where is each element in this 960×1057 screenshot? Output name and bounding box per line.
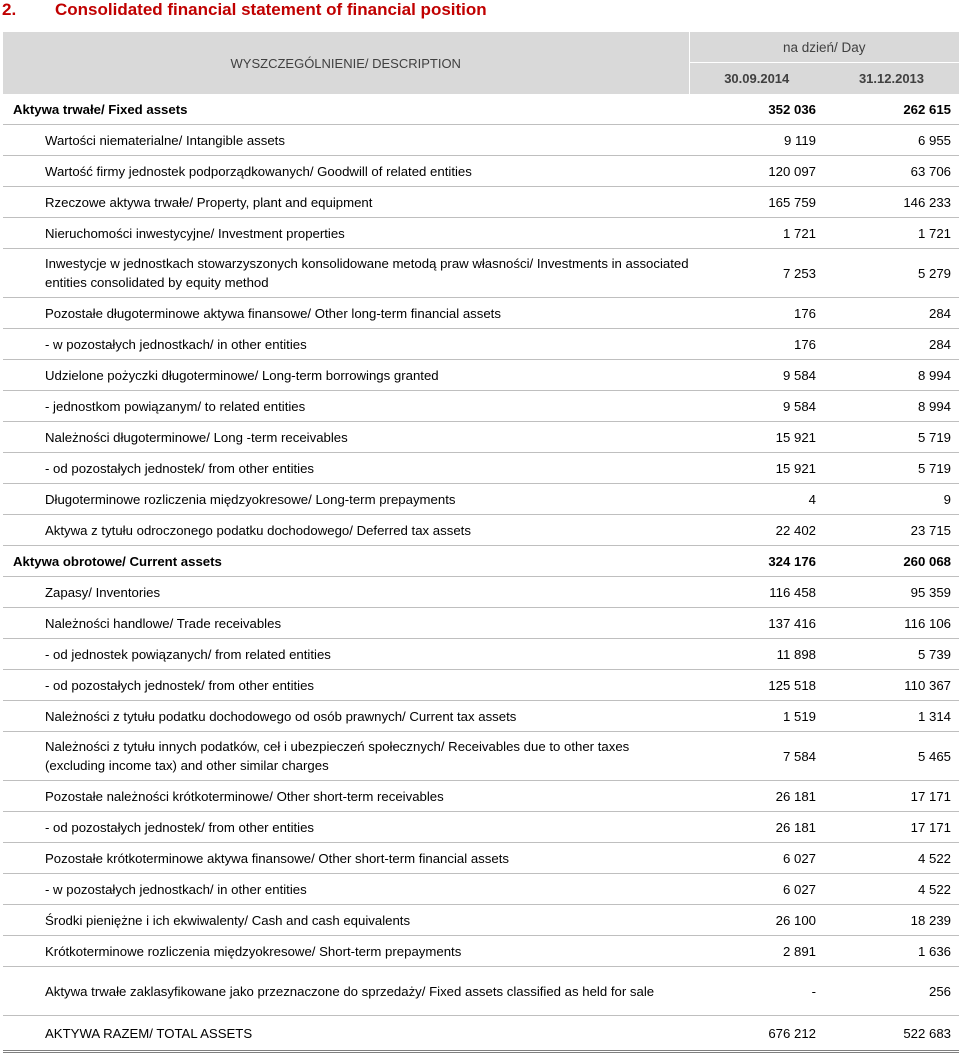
section-row [3, 94, 959, 125]
table-header [3, 32, 959, 94]
table-row [3, 967, 959, 1016]
value-31-12-2013: 522 683 [824, 1016, 959, 1052]
value-31-12-2013: 23 715 [824, 515, 959, 546]
value-31-12-2013: 5 465 [824, 732, 959, 781]
value-30-09-2014: 26 181 [689, 812, 824, 843]
table-row [3, 843, 959, 874]
section-row [3, 546, 959, 577]
value-30-09-2014: 15 921 [689, 453, 824, 484]
value-31-12-2013: 1 721 [824, 218, 959, 249]
row-label: Pozostałe należności krótkoterminowe/ Other short-term receivables [3, 781, 689, 812]
table-row [3, 670, 959, 701]
date-column-header: 30.09.2014 [689, 63, 824, 95]
value-31-12-2013: 18 239 [824, 905, 959, 936]
row-label: Nieruchomości inwestycyjne/ Investment properties [3, 218, 689, 249]
value-30-09-2014: - [689, 967, 824, 1016]
row-label: Środki pieniężne i ich ekwiwalenty/ Cash and cash equivalents [3, 905, 689, 936]
section-title: Consolidated financial statement of financial position [55, 0, 487, 19]
table-row [3, 639, 959, 670]
value-30-09-2014: 137 416 [689, 608, 824, 639]
row-label: Należności handlowe/ Trade receivables [3, 608, 689, 639]
table-row [3, 391, 959, 422]
value-31-12-2013: 17 171 [824, 812, 959, 843]
table-row [3, 781, 959, 812]
table-row [3, 577, 959, 608]
value-30-09-2014: 2 891 [689, 936, 824, 967]
value-31-12-2013: 116 106 [824, 608, 959, 639]
value-31-12-2013: 5 719 [824, 453, 959, 484]
table-row [3, 453, 959, 484]
table-row [3, 732, 959, 781]
value-30-09-2014: 7 253 [689, 249, 824, 298]
financial-position-table [3, 32, 959, 1053]
row-label: Inwestycje w jednostkach stowarzyszonych konsolidowane metodą praw własności/ Investments in associated entities consolidated by equity method [3, 249, 689, 298]
value-30-09-2014: 176 [689, 298, 824, 329]
value-31-12-2013: 6 955 [824, 125, 959, 156]
table-row [3, 360, 959, 391]
value-31-12-2013: 284 [824, 298, 959, 329]
value-31-12-2013: 63 706 [824, 156, 959, 187]
value-31-12-2013: 5 279 [824, 249, 959, 298]
table-row [3, 608, 959, 639]
description-column-header: WYSZCZEGÓLNIENIE/ DESCRIPTION [3, 32, 689, 94]
row-label: Wartość firmy jednostek podporządkowanych/ Goodwill of related entities [3, 156, 689, 187]
table-row [3, 905, 959, 936]
value-31-12-2013: 110 367 [824, 670, 959, 701]
value-31-12-2013: 95 359 [824, 577, 959, 608]
table-row [3, 187, 959, 218]
value-30-09-2014: 6 027 [689, 874, 824, 905]
row-label: Należności długoterminowe/ Long -term receivables [3, 422, 689, 453]
row-label: Aktywa z tytułu odroczonego podatku dochodowego/ Deferred tax assets [3, 515, 689, 546]
row-label: Pozostałe krótkoterminowe aktywa finansowe/ Other short-term financial assets [3, 843, 689, 874]
row-label: AKTYWA RAZEM/ TOTAL ASSETS [3, 1016, 689, 1052]
value-30-09-2014: 22 402 [689, 515, 824, 546]
value-30-09-2014: 676 212 [689, 1016, 824, 1052]
row-label: Krótkoterminowe rozliczenia międzyokresowe/ Short-term prepayments [3, 936, 689, 967]
table-row [3, 701, 959, 732]
row-label: Aktywa obrotowe/ Current assets [3, 546, 689, 577]
as-of-header: na dzień/ Day [689, 32, 959, 63]
value-31-12-2013: 17 171 [824, 781, 959, 812]
value-31-12-2013: 8 994 [824, 391, 959, 422]
value-31-12-2013: 260 068 [824, 546, 959, 577]
row-label: - od pozostałych jednostek/ from other entities [3, 453, 689, 484]
row-label: - w pozostałych jednostkach/ in other entities [3, 329, 689, 360]
table-row [3, 125, 959, 156]
value-30-09-2014: 7 584 [689, 732, 824, 781]
table-row [3, 422, 959, 453]
row-label: Aktywa trwałe zaklasyfikowane jako przeznaczone do sprzedaży/ Fixed assets classified as held for sale [3, 967, 689, 1016]
table-row [3, 484, 959, 515]
value-31-12-2013: 4 522 [824, 874, 959, 905]
value-30-09-2014: 26 100 [689, 905, 824, 936]
value-30-09-2014: 11 898 [689, 639, 824, 670]
row-label: Pozostałe długoterminowe aktywa finansowe/ Other long-term financial assets [3, 298, 689, 329]
value-30-09-2014: 165 759 [689, 187, 824, 218]
date-column-header: 31.12.2013 [824, 63, 959, 95]
row-label: - od pozostałych jednostek/ from other entities [3, 812, 689, 843]
value-30-09-2014: 15 921 [689, 422, 824, 453]
row-label: - w pozostałych jednostkach/ in other entities [3, 874, 689, 905]
row-label: Aktywa trwałe/ Fixed assets [3, 94, 689, 125]
table-row [3, 298, 959, 329]
table-row [3, 874, 959, 905]
row-label: Należności z tytułu podatku dochodowego od osób prawnych/ Current tax assets [3, 701, 689, 732]
row-label: Długoterminowe rozliczenia międzyokresowe/ Long-term prepayments [3, 484, 689, 515]
value-30-09-2014: 352 036 [689, 94, 824, 125]
row-label: Wartości niematerialne/ Intangible assets [3, 125, 689, 156]
value-31-12-2013: 284 [824, 329, 959, 360]
section-number: 2. [2, 0, 17, 19]
value-31-12-2013: 1 314 [824, 701, 959, 732]
table-row [3, 812, 959, 843]
table-row [3, 249, 959, 298]
table-row [3, 515, 959, 546]
value-31-12-2013: 4 522 [824, 843, 959, 874]
value-30-09-2014: 26 181 [689, 781, 824, 812]
value-31-12-2013: 5 739 [824, 639, 959, 670]
section-heading [0, 0, 960, 32]
value-30-09-2014: 125 518 [689, 670, 824, 701]
value-31-12-2013: 262 615 [824, 94, 959, 125]
table-row [3, 329, 959, 360]
row-label: Należności z tytułu innych podatków, ceł i ubezpieczeń społecznych/ Receivables due to other taxes (excluding income tax) and other similar charges [3, 732, 689, 781]
row-label: - od pozostałych jednostek/ from other entities [3, 670, 689, 701]
value-31-12-2013: 146 233 [824, 187, 959, 218]
value-30-09-2014: 4 [689, 484, 824, 515]
row-label: - jednostkom powiązanym/ to related entities [3, 391, 689, 422]
value-31-12-2013: 5 719 [824, 422, 959, 453]
table-row [3, 156, 959, 187]
table-row [3, 936, 959, 967]
table-row [3, 218, 959, 249]
value-30-09-2014: 9 584 [689, 391, 824, 422]
value-30-09-2014: 1 721 [689, 218, 824, 249]
row-label: Udzielone pożyczki długoterminowe/ Long-term borrowings granted [3, 360, 689, 391]
row-label: Rzeczowe aktywa trwałe/ Property, plant and equipment [3, 187, 689, 218]
value-30-09-2014: 116 458 [689, 577, 824, 608]
value-31-12-2013: 8 994 [824, 360, 959, 391]
value-30-09-2014: 9 584 [689, 360, 824, 391]
value-31-12-2013: 256 [824, 967, 959, 1016]
total-row [3, 1016, 959, 1052]
row-label: - od jednostek powiązanych/ from related entities [3, 639, 689, 670]
value-30-09-2014: 324 176 [689, 546, 824, 577]
value-30-09-2014: 6 027 [689, 843, 824, 874]
value-30-09-2014: 1 519 [689, 701, 824, 732]
row-label: Zapasy/ Inventories [3, 577, 689, 608]
value-30-09-2014: 9 119 [689, 125, 824, 156]
value-31-12-2013: 1 636 [824, 936, 959, 967]
value-30-09-2014: 120 097 [689, 156, 824, 187]
value-30-09-2014: 176 [689, 329, 824, 360]
value-31-12-2013: 9 [824, 484, 959, 515]
table-body [3, 94, 959, 1052]
